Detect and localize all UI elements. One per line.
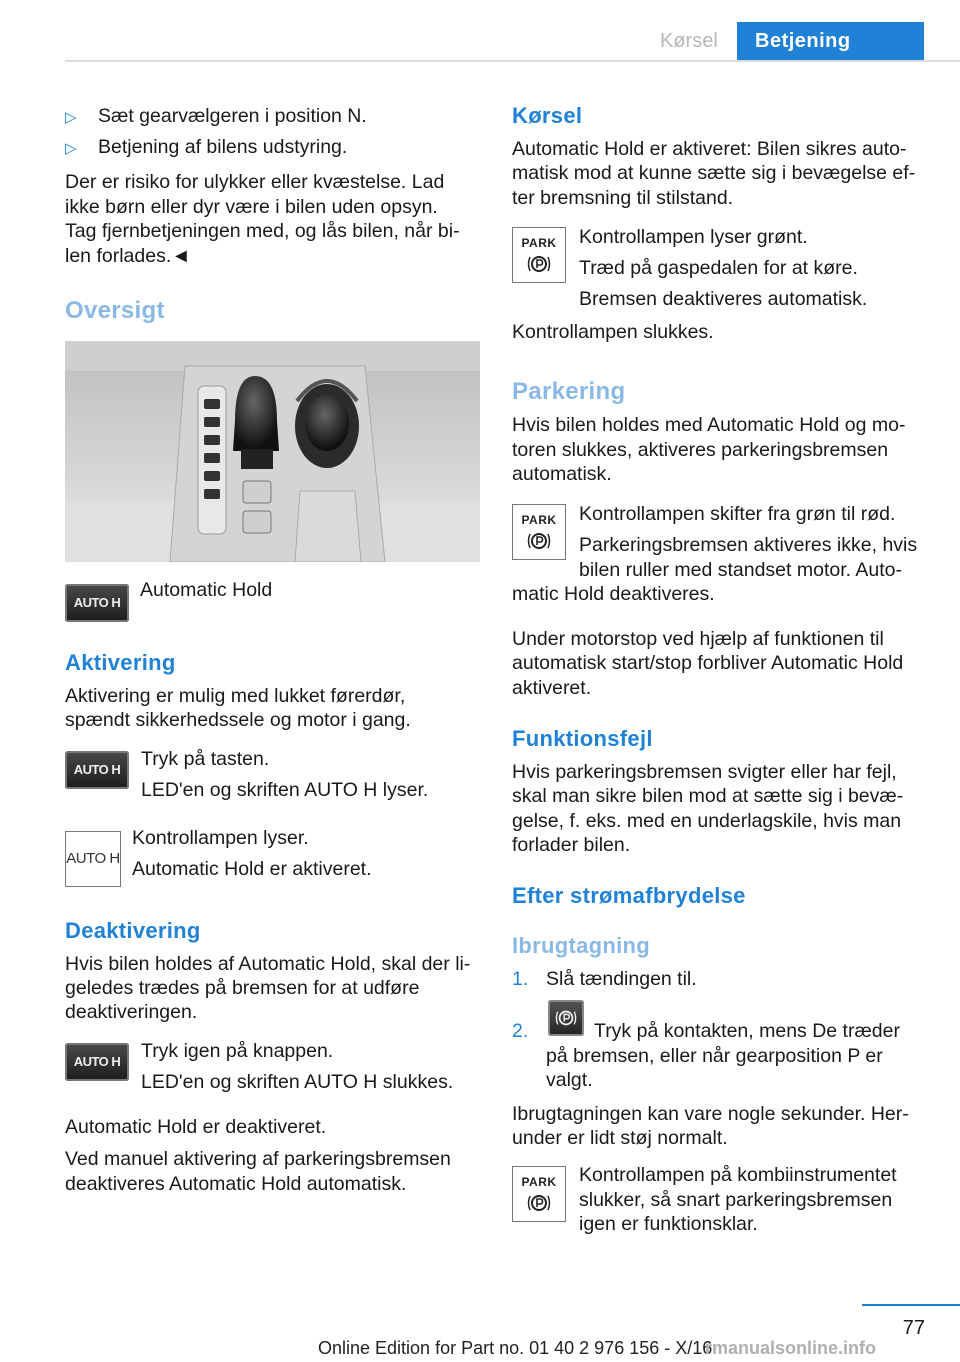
step-text: Kontrollampen lyser. — [132, 827, 309, 849]
heading-efter-stromafbrydelse: Efter strømafbrydelse — [512, 883, 746, 908]
paragraph-line: gelse, f. eks. med en underlagskile, hvis man — [512, 810, 902, 832]
step-text: LED'en og skriften AUTO H lyser. — [141, 779, 429, 801]
step-text: Automatic Hold er aktiveret. — [132, 858, 372, 880]
warning-line: ikke børn eller dyr være i bilen uden opsyn. — [65, 196, 438, 218]
paragraph-line: automatisk. — [512, 463, 612, 485]
paragraph-line: Automatic Hold er aktiveret: Bilen sikres auto- — [512, 138, 907, 160]
step-text: Parkeringsbremsen aktiveres ikke, hvis — [579, 534, 918, 556]
step-text: slukker, så snart parkeringsbremsen — [579, 1189, 893, 1211]
step-text: Tryk på tasten. — [141, 748, 270, 770]
step-text: Slå tændingen til. — [546, 968, 697, 990]
paragraph-line: ter bremsning til stilstand. — [512, 187, 734, 209]
paragraph-line: Ved manuel aktivering af parkeringsbremsen — [65, 1148, 451, 1170]
bullet-item: Betjening af bilens udstyring. — [98, 136, 348, 158]
step-text: på bremsen, eller når gearposition P er — [546, 1045, 883, 1067]
step-text: igen er funktionsklar. — [579, 1213, 758, 1235]
bullet-triangle-icon: ▷ — [65, 140, 77, 157]
heading-deaktivering: Deaktivering — [65, 918, 201, 943]
paragraph-line: matic Hold deaktiveres. — [512, 583, 715, 605]
paragraph-line: skal man sikre bilen mod at sætte sig i bevæ- — [512, 785, 904, 807]
park-brake-indicator-icon: PARK — [512, 504, 566, 560]
paragraph-line: Hvis parkeringsbremsen svigter eller har fejl, — [512, 761, 897, 783]
step-number: 2. — [512, 1020, 529, 1042]
paragraph-line: aktiveret. — [512, 677, 592, 699]
step-number: 1. — [512, 968, 529, 990]
heading-korsel: Kørsel — [512, 103, 583, 128]
paragraph-line: spændt sikkerhedssele og motor i gang. — [65, 709, 411, 731]
bullet-triangle-icon: ▷ — [65, 109, 77, 126]
paragraph-line: Hvis bilen holdes med Automatic Hold og mo- — [512, 414, 906, 436]
bullet-item: Sæt gearvælgeren i position N. — [98, 105, 367, 127]
paragraph-line: geledes trædes på bremsen for at udføre — [65, 977, 420, 999]
step-text: bilen ruller med standset motor. Auto- — [579, 559, 902, 581]
auto-h-button-icon: AUTO H — [65, 751, 129, 789]
paragraph-line: automatisk start/stop forbliver Automatic Hold — [512, 652, 904, 674]
auto-h-button-icon: AUTO H — [65, 584, 129, 622]
warning-line: len forlades.◄ — [65, 245, 191, 267]
park-brake-switch-icon — [548, 1000, 584, 1036]
tab-betjening: Betjening — [737, 22, 924, 60]
paragraph-line: Under motorstop ved hjælp af funktionen til — [512, 628, 884, 650]
step-text: Kontrollampen på kombiinstrumentet — [579, 1164, 897, 1186]
step-text: Tryk igen på knappen. — [141, 1040, 334, 1062]
paragraph-line: deaktiveringen. — [65, 1001, 198, 1023]
center-console-photo — [65, 341, 480, 562]
paragraph-line: under er lidt støj normalt. — [512, 1127, 728, 1149]
page-header — [0, 0, 960, 62]
heading-parkering: Parkering — [512, 378, 626, 405]
header-rule — [65, 60, 960, 62]
heading-aktivering: Aktivering — [65, 650, 176, 675]
park-brake-indicator-icon: PARK — [512, 1166, 566, 1222]
paragraph-line: Aktivering er mulig med lukket førerdør, — [65, 685, 406, 707]
step-text: Træd på gaspedalen for at køre. — [579, 257, 858, 279]
step-text: Bremsen deaktiveres automatisk. — [579, 288, 868, 310]
step-text: Kontrollampen skifter fra grøn til rød. — [579, 503, 896, 525]
paragraph-line: toren slukkes, aktiveres parkeringsbremsen — [512, 439, 889, 461]
paragraph-line: Kontrollampen slukkes. — [512, 321, 714, 343]
page-number: 77 — [902, 1317, 925, 1339]
step-text: Tryk på kontakten, mens De træder — [594, 1020, 900, 1042]
paragraph-line: matisk mod at kunne sætte sig i bevægelse ef- — [512, 162, 916, 184]
paragraph-line: forlader bilen. — [512, 834, 631, 856]
heading-ibrugtagning: Ibrugtagning — [512, 933, 651, 958]
auto-h-button-icon: AUTO H — [65, 1043, 129, 1081]
edition-text: Online Edition for Part no. 01 40 2 976 156 - X/16 — [318, 1338, 713, 1358]
tab-korsel: Kørsel — [642, 22, 736, 60]
footer-rule — [862, 1304, 960, 1306]
auto-h-indicator-icon: AUTO H — [65, 831, 121, 887]
paragraph-line: Ibrugtagningen kan vare nogle sekunder. Her- — [512, 1103, 909, 1125]
paragraph-line: Automatic Hold er deaktiveret. — [65, 1116, 327, 1138]
warning-line: Tag fjernbetjeningen med, og lås bilen, når bi- — [65, 220, 460, 242]
icon-caption: Automatic Hold — [140, 579, 273, 601]
paragraph-line: Hvis bilen holdes af Automatic Hold, skal der li- — [65, 953, 471, 975]
warning-line: Der er risiko for ulykker eller kvæstelse. Lad — [65, 171, 445, 193]
step-text: valgt. — [546, 1069, 593, 1091]
watermark: rmanualsonline.info — [705, 1338, 877, 1358]
paragraph-line: deaktiveres Automatic Hold automatisk. — [65, 1173, 407, 1195]
heading-funktionsfejl: Funktionsfejl — [512, 726, 653, 751]
heading-oversigt: Oversigt — [65, 297, 165, 324]
step-text: LED'en og skriften AUTO H slukkes. — [141, 1071, 454, 1093]
step-text: Kontrollampen lyser grønt. — [579, 226, 808, 248]
park-brake-indicator-icon: PARK — [512, 227, 566, 283]
